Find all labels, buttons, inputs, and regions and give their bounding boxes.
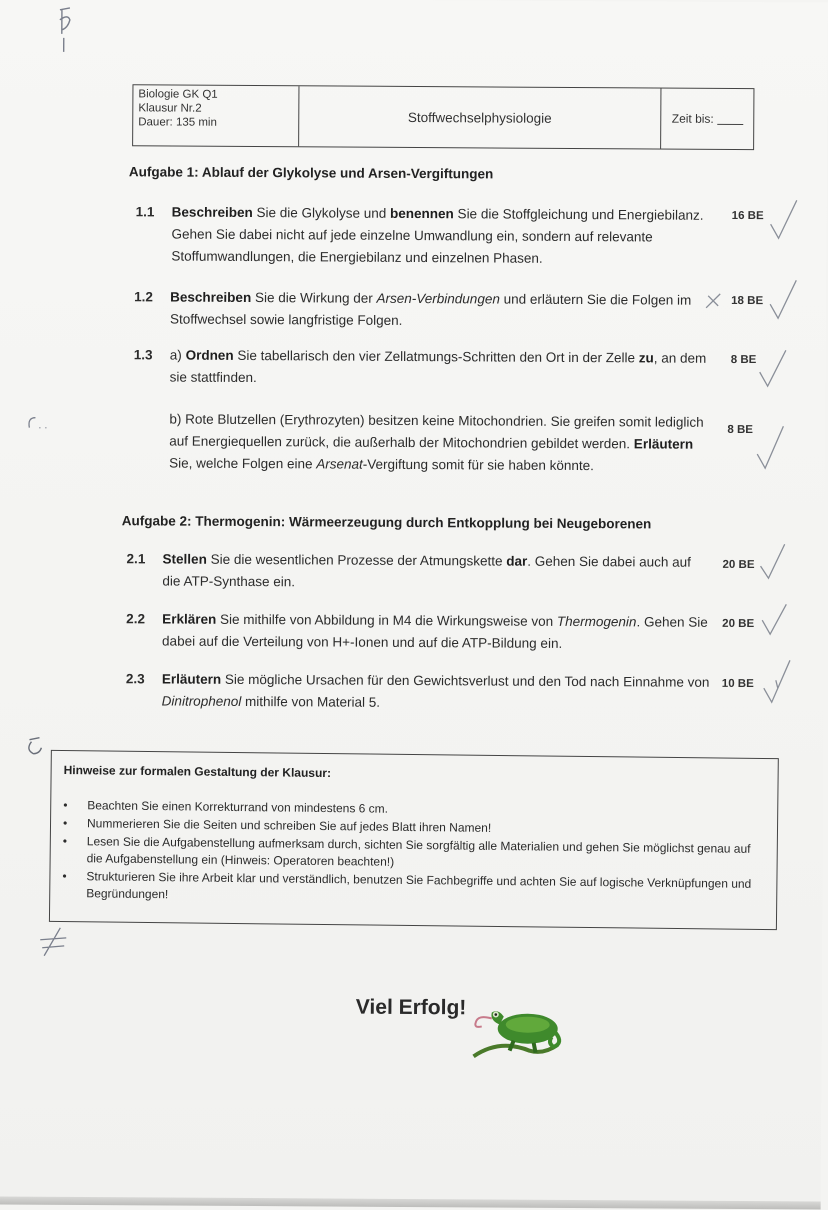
formal-notes-box bbox=[49, 750, 779, 930]
operator: benennen bbox=[390, 206, 454, 221]
text-part: Sie, welche Folgen eine bbox=[169, 456, 316, 472]
task-points: 16 BE bbox=[732, 210, 764, 222]
operator: dar bbox=[506, 554, 527, 569]
good-luck-text: Viel Erfolg! bbox=[356, 996, 467, 1021]
note-text: Beachten Sie einen Korrekturrand von mindestens 6 cm. bbox=[87, 798, 388, 815]
operator: Erläutern bbox=[634, 436, 693, 451]
checkmark-icon bbox=[758, 348, 788, 390]
text-part: , an dem sie stattfinden. bbox=[170, 350, 707, 385]
task-text bbox=[171, 202, 721, 271]
text-part: Sie die Wirkung der bbox=[251, 290, 376, 306]
text-part: mithilfe von Material 5. bbox=[241, 694, 380, 710]
header-info bbox=[133, 85, 299, 146]
text-part: a) bbox=[170, 348, 186, 363]
operator: Erläutern bbox=[162, 671, 221, 686]
exam-topic: Stoffwechselphysiologie bbox=[299, 86, 661, 148]
task-points: 8 BE bbox=[727, 424, 753, 436]
text-part: Sie die Stoffgleichung und Energiebilanz. Gehen Sie dabei nicht auf jede einzelne Umwandlung ein, sondern auf relevante Stoffumwandlungen, die Energiebilanz und einzelnen Phasen. bbox=[171, 206, 703, 266]
task-1-1 bbox=[135, 201, 725, 275]
cross-mark-icon bbox=[38, 926, 68, 965]
task-2-1 bbox=[126, 548, 722, 598]
operator: Beschreiben bbox=[172, 205, 253, 220]
task-text bbox=[170, 287, 720, 334]
operator: Erklären bbox=[162, 611, 216, 626]
text-part: . Gehen Sie dabei auf die Verteilung von H+-Ionen und auf die ATP-Bildung ein. bbox=[162, 614, 708, 651]
time-blank bbox=[717, 113, 743, 124]
checkmark-icon bbox=[758, 542, 786, 582]
course-name: Biologie GK Q1 bbox=[138, 87, 293, 102]
task-points: 10 BE bbox=[722, 678, 754, 690]
notes-title: Hinweise zur formalen Gestaltung der Klausur: bbox=[64, 763, 332, 780]
task-number: 2.3 bbox=[126, 668, 160, 690]
text-part: Sie mögliche Ursachen für den Gewichtsverlust und den Tod nach Einnahme von bbox=[221, 672, 709, 690]
margin-scribble-icon bbox=[25, 414, 51, 437]
note-text: Strukturieren Sie ihre Arbeit klar und verständlich, benutzen Sie Fachbegriffe und achten Sie auf logische Verknüpfungen und Begründungen! bbox=[86, 869, 751, 901]
note-text: Lesen Sie die Aufgabenstellung aufmerksam durch, sichten Sie sorgfältig alle Materialien und gehen Sie möglichst genau auf die Aufgabenstellung ein (Hinweis: Operatoren beachten!) bbox=[87, 834, 751, 868]
text-part: -Vergiftung somit für sie haben könnte. bbox=[363, 457, 594, 473]
note-text: Nummerieren Sie die Seiten und schreiben Sie auf jedes Blatt ihren Namen! bbox=[87, 816, 491, 835]
bullet-icon: • bbox=[63, 797, 67, 814]
exam-header-box bbox=[132, 84, 754, 150]
task-points: 20 BE bbox=[722, 618, 754, 630]
chameleon-icon bbox=[469, 998, 563, 1066]
checkmark-icon bbox=[760, 602, 788, 638]
exam-number: Klausur Nr.2 bbox=[138, 101, 293, 116]
task-points: 18 BE bbox=[731, 295, 763, 307]
task-number: 2.1 bbox=[127, 548, 161, 570]
task-text bbox=[170, 345, 720, 392]
task-text bbox=[162, 608, 712, 655]
checkmark-icon bbox=[768, 278, 798, 322]
bullet-icon: • bbox=[63, 815, 67, 832]
time-field bbox=[661, 89, 753, 150]
exam-duration: Dauer: 135 min bbox=[138, 115, 293, 130]
pencil-scribble-icon bbox=[56, 6, 76, 59]
italic-term: Arsenat bbox=[316, 456, 363, 471]
text-part: . Gehen Sie dabei auch auf die ATP-Synthase ein. bbox=[162, 554, 691, 590]
checkmark-icon bbox=[769, 198, 799, 242]
cross-mark-icon bbox=[702, 290, 724, 312]
task-1-3b bbox=[133, 408, 724, 502]
text-part: und erläutern Sie die Folgen im Stoffwechsel sowie langfristige Folgen. bbox=[170, 292, 691, 328]
list-item bbox=[58, 868, 758, 910]
task-number: 1.1 bbox=[136, 201, 170, 223]
task-points: 20 BE bbox=[723, 559, 755, 571]
bullet-icon: • bbox=[63, 833, 67, 850]
task-points: 8 BE bbox=[731, 354, 757, 366]
time-label: Zeit bis: bbox=[672, 112, 714, 126]
task-number: 1.2 bbox=[134, 286, 168, 308]
checkmark-icon bbox=[762, 658, 792, 706]
task-number: 2.2 bbox=[126, 608, 160, 630]
task-1-2 bbox=[134, 286, 724, 336]
operator: Beschreiben bbox=[170, 290, 251, 305]
task-2-3 bbox=[126, 668, 722, 718]
task-text bbox=[162, 668, 712, 715]
text-part: Sie die Glykolyse und bbox=[253, 205, 390, 221]
italic-term: Dinitrophenol bbox=[162, 693, 242, 708]
text-part: b) Rote Blutzellen (Erythrozyten) besitzen keine Mitochondrien. Sie greifen somit lediglich auf Energiequellen zurück, die außerhalb der Mitochondrien gebildet werden. bbox=[169, 412, 703, 452]
task-number: 1.3 bbox=[134, 344, 168, 366]
task-text bbox=[169, 409, 719, 478]
margin-scribble-icon bbox=[23, 736, 47, 763]
operator: Stellen bbox=[163, 551, 207, 566]
task-text bbox=[162, 548, 712, 595]
checkmark-icon bbox=[755, 424, 785, 472]
italic-term: Arsen-Verbindungen bbox=[376, 291, 499, 307]
operator: zu bbox=[639, 350, 654, 365]
operator: Ordnen bbox=[186, 348, 234, 363]
task-1-3a bbox=[134, 344, 724, 394]
page-bottom-edge bbox=[0, 1196, 821, 1209]
section-1-title: Aufgabe 1: Ablauf der Glykolyse und Arsen-Vergiftungen bbox=[129, 164, 493, 181]
notes-list bbox=[58, 797, 759, 911]
task-2-2 bbox=[126, 608, 722, 658]
bullet-icon: • bbox=[62, 868, 66, 885]
text-part: Sie mithilfe von Abbildung in M4 die Wirkungsweise von bbox=[216, 612, 557, 629]
text-part: Sie die wesentlichen Prozesse der Atmungskette bbox=[207, 552, 507, 569]
italic-term: Thermogenin bbox=[557, 614, 637, 629]
section-2-title: Aufgabe 2: Thermogenin: Wärmeerzeugung durch Entkopplung bei Neugeborenen bbox=[122, 513, 652, 531]
text-part: Sie tabellarisch den vier Zellatmungs-Schritten den Ort in der Zelle bbox=[234, 348, 639, 365]
